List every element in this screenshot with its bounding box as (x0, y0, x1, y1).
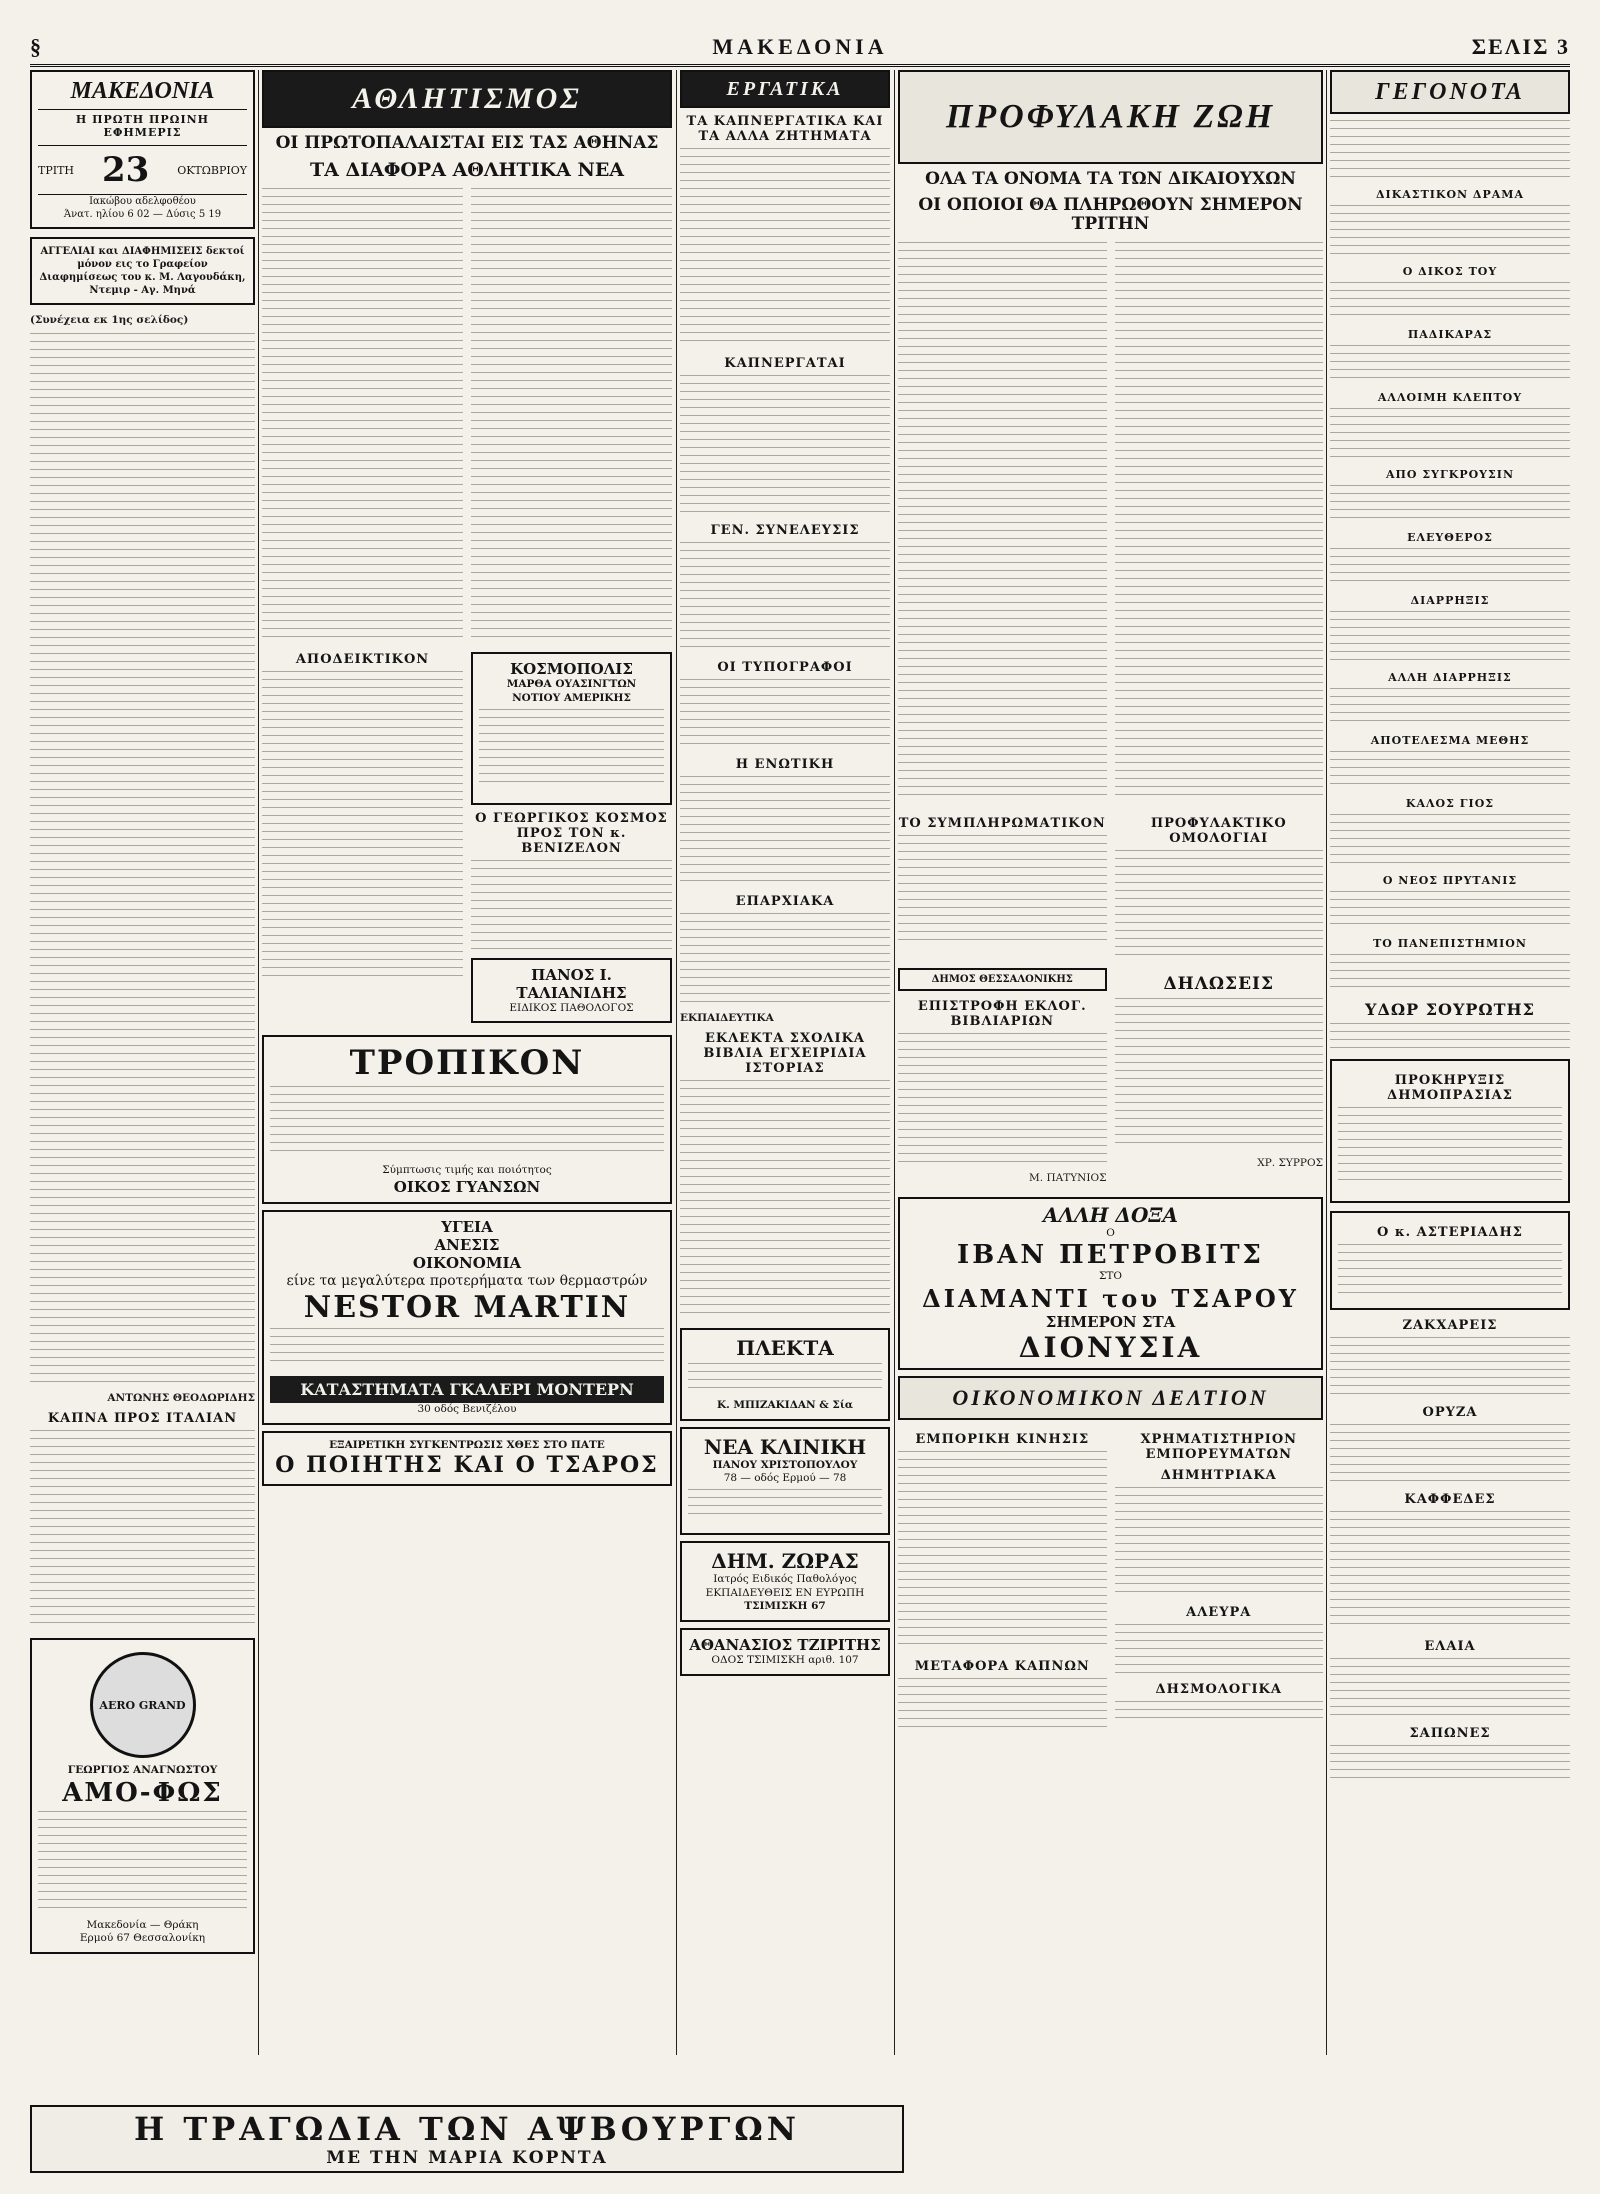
article-text-block (1330, 1658, 1570, 1718)
column-divider (1326, 70, 1327, 2055)
ad-notice: ΑΓΓΕΛΙΑΙ και ΔΙΑΦΗΜΙΣΕΙΣ δεκτοί μόνον εις το Γραφείον Διαφημίσεως του κ. Μ. Λαγουδάκη, Ντεμιρ - Αγ. Μηνά (30, 237, 255, 305)
clinic-doctor: ΠΑΝΟΥ ΧΡΙΣΤΟΠΟΥΛΟΥ (712, 1458, 858, 1471)
knitwear-title: ΠΛΕΚΤΑ (736, 1336, 834, 1361)
doctor-tziritis-name: ΑΘΑΝΑΣΙΟΣ ΤΖΙΡΙΤΗΣ (689, 1635, 881, 1654)
masthead-tagline: Η ΠΡΩΤΗ ΠΡΩΙΝΗ ΕΦΗΜΕΡΙΣ (75, 113, 210, 139)
article-text-block (1330, 1511, 1570, 1631)
events-list (1330, 188, 1570, 992)
movie-star: ΙΒΑΝ ΠΕΤΡΟΒΙΤΣ (957, 1240, 1264, 1271)
ballots-head: ΕΠΙΣΤΡΟΦΗ ΕΚΛΟΓ. ΒΙΒΛΙΑΡΙΩΝ (917, 998, 1087, 1029)
article-text-block (1330, 688, 1570, 726)
clinic-title: ΝΕΑ ΚΛΙΝΙΚΗ (703, 1434, 867, 1459)
notices-columns (898, 968, 1323, 1191)
supplement-head: ΤΟ ΣΥΜΠΛΗΡΩΜΑΤΙΚΟΝ (898, 815, 1106, 831)
doctor-tziritis-ad (680, 1628, 890, 1676)
article-text-block (1330, 814, 1570, 866)
doctor-zoras-name: ΔΗΜ. ΖΩΡΑΣ (711, 1548, 859, 1573)
auction-headline: ΠΡΟΚΗΡΥΞΙΣ ΔΗΜΟΠΡΑΣΙΑΣ (1387, 1073, 1513, 1103)
ad-text-block (688, 1489, 882, 1519)
article-text-block (898, 242, 1107, 802)
article-text-block (898, 1033, 1107, 1163)
comfort-label: ΑΝΕΣΙΣ (434, 1235, 500, 1254)
health-label: ΥΓΕΙΑ (441, 1217, 493, 1236)
insurance-section-banner: ΠΡΟΦΥΛΑΚΗ ΖΩΗ (898, 70, 1323, 164)
tropikon-tagline: Σύμπτωσις τιμής και ποιότητος (382, 1164, 552, 1177)
event-headline: ΑΛΛΟΙΜΗ ΚΛΕΠΤΟΥ (1377, 391, 1523, 404)
heater-brand: NESTOR MARTIN (303, 1290, 631, 1326)
event-headline: ΔΙΚΑΣΤΙΚΟΝ ΔΡΑΜΑ (1376, 188, 1524, 201)
farmer-letter-headline: Ο ΓΕΩΡΓΙΚΟΣ ΚΟΣΜΟΣ ΠΡΟΣ ΤΟΝ κ. ΒΕΝΙΖΕΛΟΝ (475, 810, 668, 856)
aero-grand-seal-icon: AERO GRAND (90, 1652, 196, 1758)
bonds-head: ΠΡΟΦΥΛΑΚΤΙΚΟ ΟΜΟΛΟΓΙΑΙ (1150, 815, 1287, 846)
masthead (30, 70, 255, 229)
page-header-ornament: § (30, 34, 43, 59)
column-4 (898, 70, 1323, 2055)
article-text-block (680, 1080, 890, 1320)
month: ΟΚΤΩΒΡΙΟΥ (177, 163, 247, 177)
asteriadis-box (1330, 1211, 1570, 1310)
article-text-block (680, 776, 890, 886)
exchange-head: ΧΡΗΜΑΤΙΣΤΗΡΙΟΝ ΕΜΠΟΡΕΥΜΑΤΩΝ (1140, 1431, 1298, 1462)
cinema-line: ΕΞΑΙΡΕΤΙΚΗ ΣΥΓΚΕΝΤΡΩΣΙΣ ΧΘΕΣ ΣΤΟ ΠΑΤΕ (329, 1438, 605, 1451)
column-1 (30, 70, 255, 2055)
movie-line-d: ΣΤΟ (1098, 1270, 1123, 1283)
event-headline: Ο ΝΕΟΣ ΠΡΥΤΑΝΙΣ (1382, 874, 1518, 887)
event-headline: Ο ΔΙΚΟΣ ΤΟΥ (1402, 265, 1498, 278)
tobacco-workers-head: ΚΑΠΝΕΡΓΑΤΑΙ (724, 356, 846, 371)
soaps-head: ΣΑΠΩΝΕΣ (1409, 1726, 1491, 1741)
article-text-block (1330, 408, 1570, 460)
grain-head: ΔΗΜΗΤΡΙΑΚΑ (1160, 1467, 1277, 1483)
footer-film-title: Η ΤΡΑΓΩΔΙΑ ΤΩΝ ΑΨΒΟΥΡΓΩΝ (133, 2110, 801, 2148)
tropikon-ad (262, 1035, 672, 1204)
provincial-head: ΕΠΑΡΧΙΑΚΑ (735, 894, 835, 909)
event-headline: ΕΛΕΥΘΕΡΟΣ (1407, 531, 1493, 544)
municipality-tag: ΔΗΜΟΣ ΘΕΣΣΑΛΟΝΙΚΗΣ (898, 968, 1107, 991)
doctor-name: ΠΑΝΟΣ Ι. ΤΑΛΙΑΝΙΔΗΣ (516, 965, 627, 1002)
article-text-block (471, 188, 672, 638)
shipping-ad-head: ΚΟΣΜΟΠΟΛΙΣ (510, 660, 633, 679)
ad-street: Ερμού 67 Θεσσαλονίκη (79, 1932, 206, 1945)
clinic-address: 78 — οδός Ερμού — 78 (723, 1472, 847, 1485)
tariffs-head: ΔΗΣΜΟΛΟΓΙΚΑ (1155, 1681, 1282, 1697)
doctor-zoras-desc: Ιατρός Ειδικός Παθολόγος ΕΚΠΑΙΔΕΥΘΕΙΣ ΕΝ ΕΥΡΩΠΗ (705, 1572, 865, 1599)
article-text-block (1115, 850, 1324, 960)
article-text-block (898, 1678, 1107, 1728)
continuation-label: (Συνέχεια εκ 1ης σελίδος) (30, 314, 189, 326)
doctor-zoras-ad (680, 1541, 890, 1622)
article-text-block (1330, 891, 1570, 929)
labor-section-banner: ΕΡΓΑΤΙΚΑ (680, 70, 890, 108)
heater-store: ΚΑΤΑΣΤΗΜΑΤΑ ΓΚΑΛΕΡΙ ΜΟΝΤΕΡΝ (270, 1376, 664, 1403)
article-text-block (1115, 1487, 1324, 1597)
heater-address: 30 οδός Βενιζέλου (417, 1403, 517, 1416)
economy-banner: ΟΙΚΟΝΟΜΙΚΟΝ ΔΕΛΤΙΟΝ (898, 1376, 1323, 1420)
article-text-block (680, 542, 890, 652)
ad-owner: ΓΕΩΡΓΙΟΣ ΑΝΑΓΝΩΣΤΟΥ (67, 1764, 218, 1777)
column-2 (262, 70, 672, 2045)
lower-columns (262, 646, 672, 1029)
doctor-title: ΕΙΔΙΚΟΣ ΠΑΘΟΛΟΓΟΣ (509, 1001, 634, 1014)
column-divider (676, 70, 677, 2055)
education-tag: ΕΚΠΑΙΔΕΥΤΙΚΑ (680, 1012, 774, 1024)
nestor-martin-ad (262, 1210, 672, 1425)
cinema-footer-ad (30, 2105, 904, 2173)
rice-head: ΟΡΥΖΑ (1422, 1405, 1478, 1420)
article-text-block (1330, 120, 1570, 180)
sports-headline-2: ΤΑ ΔΙΑΦΟΡΑ ΑΘΛΗΤΙΚΑ ΝΕΑ (309, 158, 625, 181)
doctor-ad (471, 958, 672, 1024)
page-header (30, 30, 1570, 67)
column-5 (1330, 70, 1570, 2055)
article-byline: ΑΝΤΩΝΗΣ ΘΕΟΔΩΡΙΔΗΣ (107, 1392, 255, 1405)
article-text-block (1330, 954, 1570, 992)
doctor-tziritis-addr: ΟΔΟΣ ΤΣΙΜΙΣΚΗ αριθ. 107 (711, 1653, 859, 1666)
saint-of-day: Ιακώβου αδελφοθέου (89, 196, 196, 207)
article-text-block (1115, 1624, 1324, 1674)
commerce-head: ΕΜΠΟΡΙΚΗ ΚΙΝΗΣΙΣ (915, 1431, 1090, 1447)
economy-label: ΟΙΚΟΝΟΜΙΑ (412, 1253, 522, 1272)
article-text-block (1330, 548, 1570, 586)
olives-head: ΕΛΑΙΑ (1424, 1639, 1476, 1654)
ad-text-block (38, 1811, 247, 1911)
assembly-head: ΓΕΝ. ΣΥΝΕΛΕΥΣΙΣ (710, 523, 860, 538)
heater-tagline: είνε τα μεγαλύτερα προτερήματα των θερμαστρών (286, 1272, 648, 1289)
article-text-block (1330, 485, 1570, 523)
unionist-head: Η ΕΝΩΤΙΚΗ (735, 757, 835, 772)
article-text-block (1338, 1244, 1562, 1294)
column-divider (894, 70, 895, 2055)
knitwear-shop: Κ. ΜΠΙΖΑΚΙΔΑΝ & Σία (716, 1399, 853, 1412)
article-text-block (1330, 345, 1570, 383)
article-text-block (1330, 1337, 1570, 1397)
article-text-block (680, 375, 890, 515)
knitwear-ad (680, 1328, 890, 1421)
event-headline: ΚΑΛΟΣ ΓΙΟΣ (1405, 797, 1495, 810)
ad-text-block (270, 1086, 664, 1156)
sugar-head: ΖΑΚΧΑΡΕΙΣ (1402, 1318, 1498, 1333)
article-text-block (1330, 1023, 1570, 1051)
column-divider (258, 70, 259, 2055)
labor-headline: ΤΑ ΚΑΠΝΕΡΓΑΤΙΚΑ ΚΑΙ ΤΑ ΑΛΛΑ ΖΗΤΗΜΑΤΑ (686, 114, 884, 144)
declarations-head: ΔΗΛΩΣΕΙΣ (1163, 973, 1275, 994)
pate-cinema-ad (262, 1431, 672, 1487)
article-text-block (1115, 242, 1324, 802)
event-headline: ΑΛΛΗ ΔΙΑΡΡΗΞΙΣ (1388, 671, 1512, 684)
event-headline: ΠΑΔΙΚΑΡΑΣ (1407, 328, 1493, 341)
ad-region: Μακεδονία — Θράκη (86, 1918, 199, 1931)
doctor-zoras-addr: ΤΣΙΜΙΣΚΗ 67 (744, 1600, 826, 1613)
insurance-headline-2: ΟΙ ΟΠΟΙΟΙ ΘΑ ΠΛΗΡΩΘΟΥΝ ΣΗΜΕΡΟΝ ΤΡΙΤΗΝ (918, 194, 1303, 235)
article-text-block (1115, 1701, 1324, 1721)
article-text-block (262, 671, 463, 981)
sports-section-banner: ΑΘΛΗΤΙΣΜΟΣ (262, 70, 672, 128)
article-text-block (1330, 205, 1570, 257)
article-text-block (471, 860, 672, 950)
article-text-block (1330, 611, 1570, 663)
date-box (38, 145, 247, 195)
ad-product: ΑΜΟ-ΦΩΣ (62, 1777, 223, 1808)
weekday: ΤΡΙΤΗ (38, 163, 75, 177)
sun-times: Άνατ. ηλίου 6 02 — Δύσις 5 19 (63, 209, 222, 220)
article-text-block (1330, 751, 1570, 789)
declarations-signature: ΧΡ. ΣΥΡΡΟΣ (1257, 1156, 1323, 1169)
article-text-block (898, 835, 1107, 945)
tobacco-transport-head: ΜΕΤΑΦΟΡΑ ΚΑΠΝΩΝ (914, 1658, 1090, 1674)
cinema-title: Ο ΠΟΙΗΤΗΣ ΚΑΙ Ο ΤΣΑΡΟΣ (275, 1452, 659, 1479)
municipality-signature: Μ. ΠΑΤΥΝΙΟΣ (1029, 1171, 1107, 1184)
article-text-block (1330, 282, 1570, 320)
column-3 (680, 70, 890, 2055)
movie-line-f: ΣΗΜΕΡΟΝ ΣΤΑ (1045, 1312, 1176, 1331)
economy-columns (898, 1426, 1323, 1736)
ad-text-block (688, 1363, 882, 1391)
clinic-ad (680, 1427, 890, 1535)
movie-title: ΔΙΑΜΑΝΤΙ του ΤΣΑΡΟΥ (922, 1283, 1299, 1313)
ad-text-block (270, 1328, 664, 1368)
masthead-name: ΜΑΚΕΔΟΝΙΑ (38, 78, 247, 110)
event-headline: ΔΙΑΡΡΗΞΙΣ (1410, 594, 1490, 607)
sports-columns (262, 185, 672, 646)
day-number: 23 (101, 150, 150, 190)
article-text-block (1330, 1745, 1570, 1785)
paper-title: ΜΑΚΕΔΟΝΙΑ (712, 34, 888, 59)
dionysia-cinema-ad (898, 1197, 1323, 1370)
movie-cinema: ΔΙΟΝΥΣΙΑ (1018, 1330, 1203, 1364)
page-number: ΣΕΛΙΣ 3 (1471, 34, 1570, 59)
sports-headline-1: ΟΙ ΠΡΩΤΟΠΑΛΑΙΣΤΑΙ ΕΙΣ ΤΑΣ ΑΘΗΝΑΣ (275, 133, 659, 153)
event-headline: ΑΠΟ ΣΥΓΚΡΟΥΣΙΝ (1385, 468, 1515, 481)
receipt-headline: ΑΠΟΔΕΙΚΤΙΚΟΝ (295, 652, 430, 668)
ship-name: ΜΑΡΘΑ ΟΥΑΣΙΝΓΤΩΝ (506, 678, 637, 691)
flour-head: ΑΛΕΥΡΑ (1186, 1604, 1252, 1620)
article-text-block (30, 333, 255, 1383)
article-text-block (262, 188, 463, 638)
tobacco-headline: ΚΑΠΝΑ ΠΡΟΣ ΙΤΑΛΙΑΝ (47, 1411, 238, 1427)
supplement-columns (898, 810, 1323, 968)
tropikon-house: ΟΙΚΟΣ ΓΥΑΝΣΩΝ (393, 1177, 541, 1196)
ad-text-block (479, 709, 664, 789)
asteriadis-headline: Ο κ. ΑΣΤΕΡΙΑΔΗΣ (1376, 1225, 1523, 1240)
insurance-headline-1: ΟΛΑ ΤΑ ΟΝΟΜΑ ΤΑ ΤΩΝ ΔΙΚΑΙΟΥΧΩΝ (925, 169, 1296, 189)
coffee-head: ΚΑΦΦΕΔΕΣ (1404, 1492, 1496, 1507)
article-text-block (898, 1451, 1107, 1651)
shipping-ad (471, 652, 672, 804)
printers-head: ΟΙ ΤΥΠΟΓΡΑΦΟΙ (717, 660, 853, 675)
movie-line-b: Ο (1106, 1226, 1115, 1239)
water-headline: ΥΔΩΡ ΣΟΥΡΩΤΗΣ (1365, 1000, 1535, 1019)
event-headline: ΑΠΟΤΕΛΕΣΜΑ ΜΕΘΗΣ (1370, 734, 1530, 747)
footer-film-star: ΜΕ ΤΗΝ ΜΑΡΙΑ ΚΟΡΝΤΑ (326, 2148, 608, 2168)
event-headline: ΤΟ ΠΑΝΕΠΙΣΤΗΜΙΟΝ (1373, 937, 1527, 950)
names-columns (898, 239, 1323, 810)
movie-line-a: ΑΛΛΗ ΔΟΞΑ (1043, 1202, 1178, 1227)
article-text-block (1115, 998, 1324, 1148)
article-text-block (680, 679, 890, 749)
article-text-block (680, 913, 890, 1003)
article-text-block (1330, 1424, 1570, 1484)
events-section-banner: ΓΕΓΟΝΟΤΑ (1330, 70, 1570, 114)
ship-destination: ΝΟΤΙΟΥ ΑΜΕΡΙΚΗΣ (512, 692, 631, 705)
tropikon-title: ΤΡΟΠΙΚΟΝ (349, 1043, 585, 1084)
textbooks-headline: ΕΚΛΕΚΤΑ ΣΧΟΛΙΚΑ ΒΙΒΛΙΑ ΕΓΧΕΙΡΙΔΙΑ ΙΣΤΟΡΙΑΣ (703, 1031, 867, 1077)
auction-box (1330, 1059, 1570, 1203)
article-text-block (1338, 1107, 1562, 1187)
amo-fos-ad (30, 1638, 255, 1954)
article-text-block (30, 1430, 255, 1630)
article-text-block (680, 148, 890, 348)
